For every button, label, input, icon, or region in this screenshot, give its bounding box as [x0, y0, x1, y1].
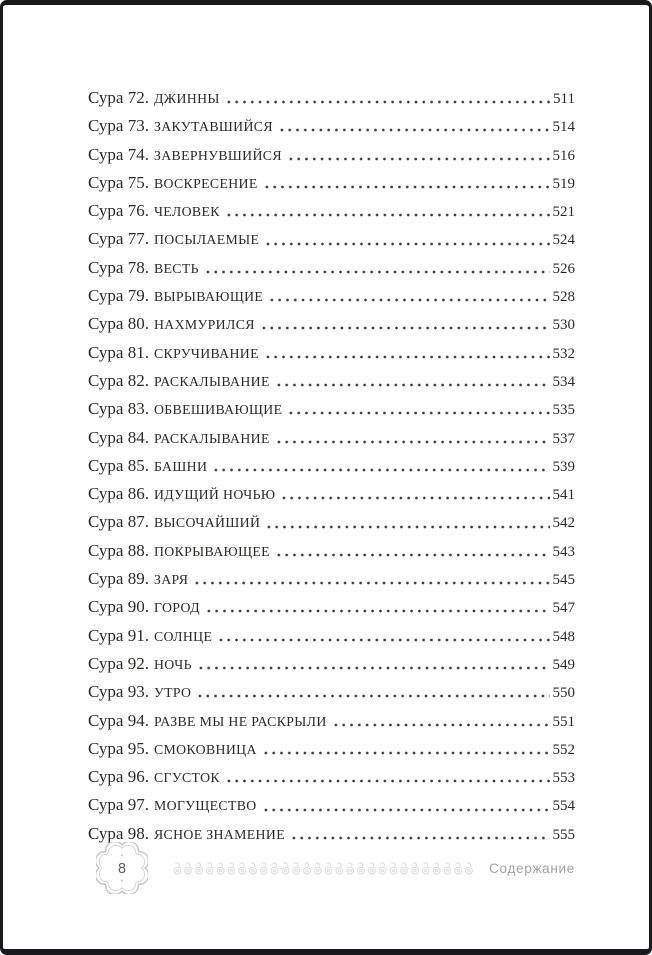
toc-entry[interactable]: [88, 424, 575, 452]
sura-title: ЗАВЕРНУВШИЙСЯ: [153, 147, 282, 163]
dot-leader: [217, 637, 549, 643]
dot-leader: [205, 608, 550, 614]
sura-label: Сура 98.: [88, 823, 149, 843]
dot-leader: [268, 297, 549, 303]
toc-entry[interactable]: [88, 678, 575, 706]
sura-label: Сура 87.: [88, 512, 149, 532]
toc-entry[interactable]: [88, 452, 575, 480]
dot-leader: [280, 495, 549, 501]
sura-title: СКРУЧИВАНИЕ: [153, 345, 259, 361]
sura-title: ЗАКУТАВШИЙСЯ: [153, 119, 273, 135]
page-number: 545: [552, 572, 575, 589]
sura-label: Сура 77.: [88, 229, 149, 249]
dot-leader: [197, 665, 550, 671]
dot-leader: [262, 750, 550, 756]
sura-label: Сура 83.: [88, 399, 149, 419]
page-number: 551: [552, 713, 575, 730]
page-number: 521: [552, 204, 575, 221]
toc-entry[interactable]: [88, 339, 575, 367]
dot-leader: [264, 354, 550, 360]
page-number: 535: [552, 402, 575, 419]
badge-top-dot: [121, 855, 123, 857]
toc-entry[interactable]: [88, 310, 575, 338]
page-number: 537: [552, 430, 575, 447]
page-number: 542: [552, 515, 575, 532]
sura-title: ЯСНОЕ ЗНАМЕНИЕ: [153, 826, 285, 842]
page-number: 554: [552, 798, 575, 815]
dot-leader: [287, 410, 549, 416]
toc-entry[interactable]: [88, 395, 575, 423]
sura-label: Сура 93.: [88, 682, 149, 702]
dot-leader: [332, 722, 550, 728]
badge-bottom-dot: [121, 880, 123, 882]
sura-title: ДЖИННЫ: [153, 91, 220, 106]
sura-label: Сура 89.: [88, 569, 149, 589]
page-number: 550: [552, 685, 575, 702]
sura-title: БАШНИ: [153, 458, 208, 474]
sura-label: Сура 85.: [88, 455, 149, 475]
toc-entry[interactable]: [88, 763, 575, 791]
footer-page-number: 8: [117, 860, 127, 877]
page-number: 534: [552, 373, 575, 390]
sura-title: СОЛНЦЕ: [153, 628, 213, 644]
toc-entry[interactable]: [88, 282, 575, 310]
sura-label: Сура 86.: [88, 484, 149, 504]
sura-label: Сура 91.: [88, 625, 149, 645]
sura-label: Сура 76.: [88, 201, 149, 221]
footer-section-label: Содержание: [489, 861, 575, 876]
sura-label: Сура 78.: [88, 257, 149, 277]
dot-leader: [287, 156, 550, 162]
page-number: 547: [552, 600, 575, 617]
sura-title: МОГУЩЕСТВО: [153, 798, 257, 814]
sura-title: ВОСКРЕСЕНИЕ: [153, 175, 258, 191]
dot-leader: [275, 439, 550, 445]
sura-title: ВЫСОЧАЙШИЙ: [153, 515, 261, 531]
footer-ornament-border: [172, 859, 475, 877]
sura-title: ОБВЕШИВАЮЩИЕ: [153, 402, 283, 418]
dot-leader: [212, 467, 549, 473]
toc-entry[interactable]: [88, 537, 575, 565]
dot-leader: [264, 241, 549, 247]
dot-leader: [193, 580, 549, 586]
dot-leader: [260, 325, 550, 331]
page-number: 511: [553, 91, 575, 107]
sura-title: ПОСЫЛАЕМЫЕ: [153, 232, 260, 248]
toc-entry[interactable]: [88, 112, 575, 140]
toc-entry[interactable]: [88, 225, 575, 253]
page-number: 555: [552, 826, 575, 843]
page-number: 526: [552, 260, 575, 277]
page-number: 528: [552, 289, 575, 306]
sura-title: ЧЕЛОВЕК: [153, 204, 220, 220]
sura-label: Сура 84.: [88, 427, 149, 447]
badge-inner-scallop: [99, 845, 144, 890]
sura-title: НАХМУРИЛСЯ: [153, 317, 255, 333]
dot-leader: [225, 99, 550, 105]
dot-leader: [204, 269, 550, 275]
toc-list: [88, 84, 575, 848]
page-number: 553: [552, 770, 575, 787]
dot-leader: [225, 778, 550, 784]
sura-label: Сура 97.: [88, 795, 149, 815]
toc-entry[interactable]: [88, 707, 575, 735]
sura-title: РАСКАЛЫВАНИЕ: [153, 430, 270, 446]
sura-title: ИДУЩИЙ НОЧЬЮ: [153, 487, 276, 503]
toc-entry[interactable]: [88, 820, 575, 848]
sura-title: СМОКОВНИЦА: [153, 741, 257, 757]
page-number: 543: [552, 543, 575, 560]
dot-leader: [278, 127, 550, 133]
badge-outer-scallop: [96, 842, 148, 894]
sura-label: Сура 79.: [88, 286, 149, 306]
toc-entry[interactable]: [88, 84, 575, 112]
toc-entry[interactable]: [88, 565, 575, 593]
dot-leader: [225, 212, 550, 218]
sura-label: Сура 82.: [88, 370, 149, 390]
toc-entry[interactable]: [88, 197, 575, 225]
dot-leader: [263, 184, 550, 190]
sura-title: ПОКРЫВАЮЩЕЕ: [153, 543, 270, 559]
dot-leader: [262, 807, 550, 813]
sura-label: Сура 94.: [88, 710, 149, 730]
sura-title: ВЕСТЬ: [153, 260, 199, 276]
dot-leader: [275, 552, 550, 558]
toc-entry[interactable]: [88, 735, 575, 763]
toc-entry[interactable]: [88, 367, 575, 395]
sura-label: Сура 96.: [88, 767, 149, 787]
page-number: 539: [552, 458, 575, 475]
toc-entry[interactable]: [88, 593, 575, 621]
page-number: 516: [552, 147, 575, 164]
page-number: 519: [552, 175, 575, 192]
sura-title: УТРО: [153, 685, 192, 701]
sura-label: Сура 88.: [88, 540, 149, 560]
sura-label: Сура 73.: [88, 116, 149, 136]
sura-label: Сура 95.: [88, 738, 149, 758]
dot-leader: [290, 835, 550, 841]
sura-label: Сура 90.: [88, 597, 149, 617]
toc-entry[interactable]: [88, 650, 575, 678]
page-number: 548: [552, 628, 575, 645]
sura-title: ЗАРЯ: [153, 572, 189, 588]
page-number: 552: [552, 741, 575, 758]
sura-title: РАСКАЛЫВАНИЕ: [153, 373, 270, 389]
page-number: 524: [552, 232, 575, 249]
toc-entry[interactable]: [88, 141, 575, 169]
sura-title: РАЗВЕ МЫ НЕ РАСКРЫЛИ: [153, 713, 327, 729]
page-number: 549: [552, 656, 575, 673]
sura-label: Сура 72.: [88, 88, 149, 107]
sura-title: ВЫРЫВАЮЩИЕ: [153, 289, 264, 305]
sura-label: Сура 75.: [88, 172, 149, 192]
page-number: 530: [552, 317, 575, 334]
page-number: 532: [552, 345, 575, 362]
toc-entry[interactable]: [88, 480, 575, 508]
toc-entry[interactable]: [88, 254, 575, 282]
toc-entry[interactable]: [88, 508, 575, 536]
sura-title: НОЧЬ: [153, 656, 192, 672]
dot-leader: [275, 382, 550, 388]
sura-label: Сура 81.: [88, 342, 149, 362]
page-number-badge: [96, 842, 148, 894]
sura-label: Сура 74.: [88, 144, 149, 164]
sura-title: ГОРОД: [153, 600, 200, 616]
toc-entry[interactable]: [88, 622, 575, 650]
dot-leader: [265, 524, 549, 530]
sura-label: Сура 92.: [88, 653, 149, 673]
dot-leader: [196, 693, 549, 699]
sura-label: Сура 80.: [88, 314, 149, 334]
page-number: 541: [552, 487, 575, 504]
toc-entry[interactable]: [88, 169, 575, 197]
toc-entry[interactable]: [88, 791, 575, 819]
page-number: 514: [552, 119, 575, 136]
sura-title: СГУСТОК: [153, 770, 220, 786]
